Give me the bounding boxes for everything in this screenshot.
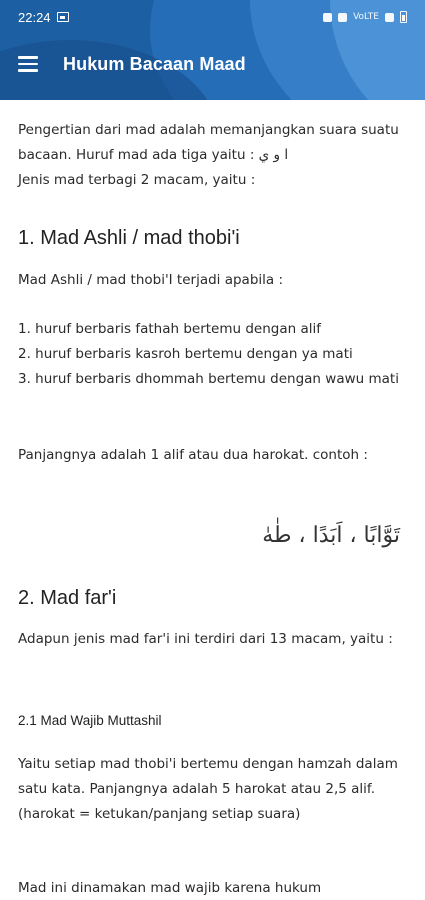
arabic-examples: تَوَّابًا ، اَبَدًا ، طٰهٰ [262,523,400,548]
alarm-icon [323,13,332,22]
battery-icon [400,11,407,23]
section1-rule3: 3. huruf berbaris dhommah bertemu dengan wawu mati [18,371,399,387]
section2-heading: 2. Mad far'i [18,587,117,609]
toolbar [0,40,425,88]
subsection-2-1-text-2: Mad ini dinamakan mad wajib karena hukum [18,880,322,896]
mute-icon [338,13,347,22]
signal-icon [385,13,394,22]
section1-heading: 1. Mad Ashli / mad thobi'i [18,227,240,249]
section2-intro: Adapun jenis mad far'i ini terdiri dari 13 macam, yaitu : [18,631,393,647]
status-time: 22:24 [18,9,51,25]
section1-rule1: 1. huruf berbaris fathah bertemu dengan alif [18,321,321,337]
image-notification-icon [57,12,69,22]
app-bar [0,0,425,100]
section1-length: Panjangnya adalah 1 alif atau dua harokat. contoh : [18,447,368,463]
page-title: Hukum Bacaan Maad [63,53,246,74]
intro-paragraph-line3: Jenis mad terbagi 2 macam, yaitu : [18,172,256,188]
subsection-2-1-text: Yaitu setiap mad thobi'i bertemu dengan hamzah dalam satu kata. Panjangnya adalah 5 harokat atau 2,5 alif. (harokat = ketukan/panjang setiap suara) [18,756,398,822]
status-bar [0,0,425,34]
volte-label: VoLTE [353,12,379,22]
status-icons [323,11,407,23]
menu-icon[interactable] [18,51,44,77]
intro-paragraph: Pengertian dari mad adalah memanjangkan suara suatu bacaan. Huruf mad ada tiga yaitu : ا و ي [18,122,399,163]
section1-rule2: 2. huruf berbaris kasroh bertemu dengan ya mati [18,346,353,362]
subsection-2-1-heading: 2.1 Mad Wajib Muttashil [18,713,162,728]
section1-intro: Mad Ashli / mad thobi'I terjadi apabila : [18,272,284,288]
